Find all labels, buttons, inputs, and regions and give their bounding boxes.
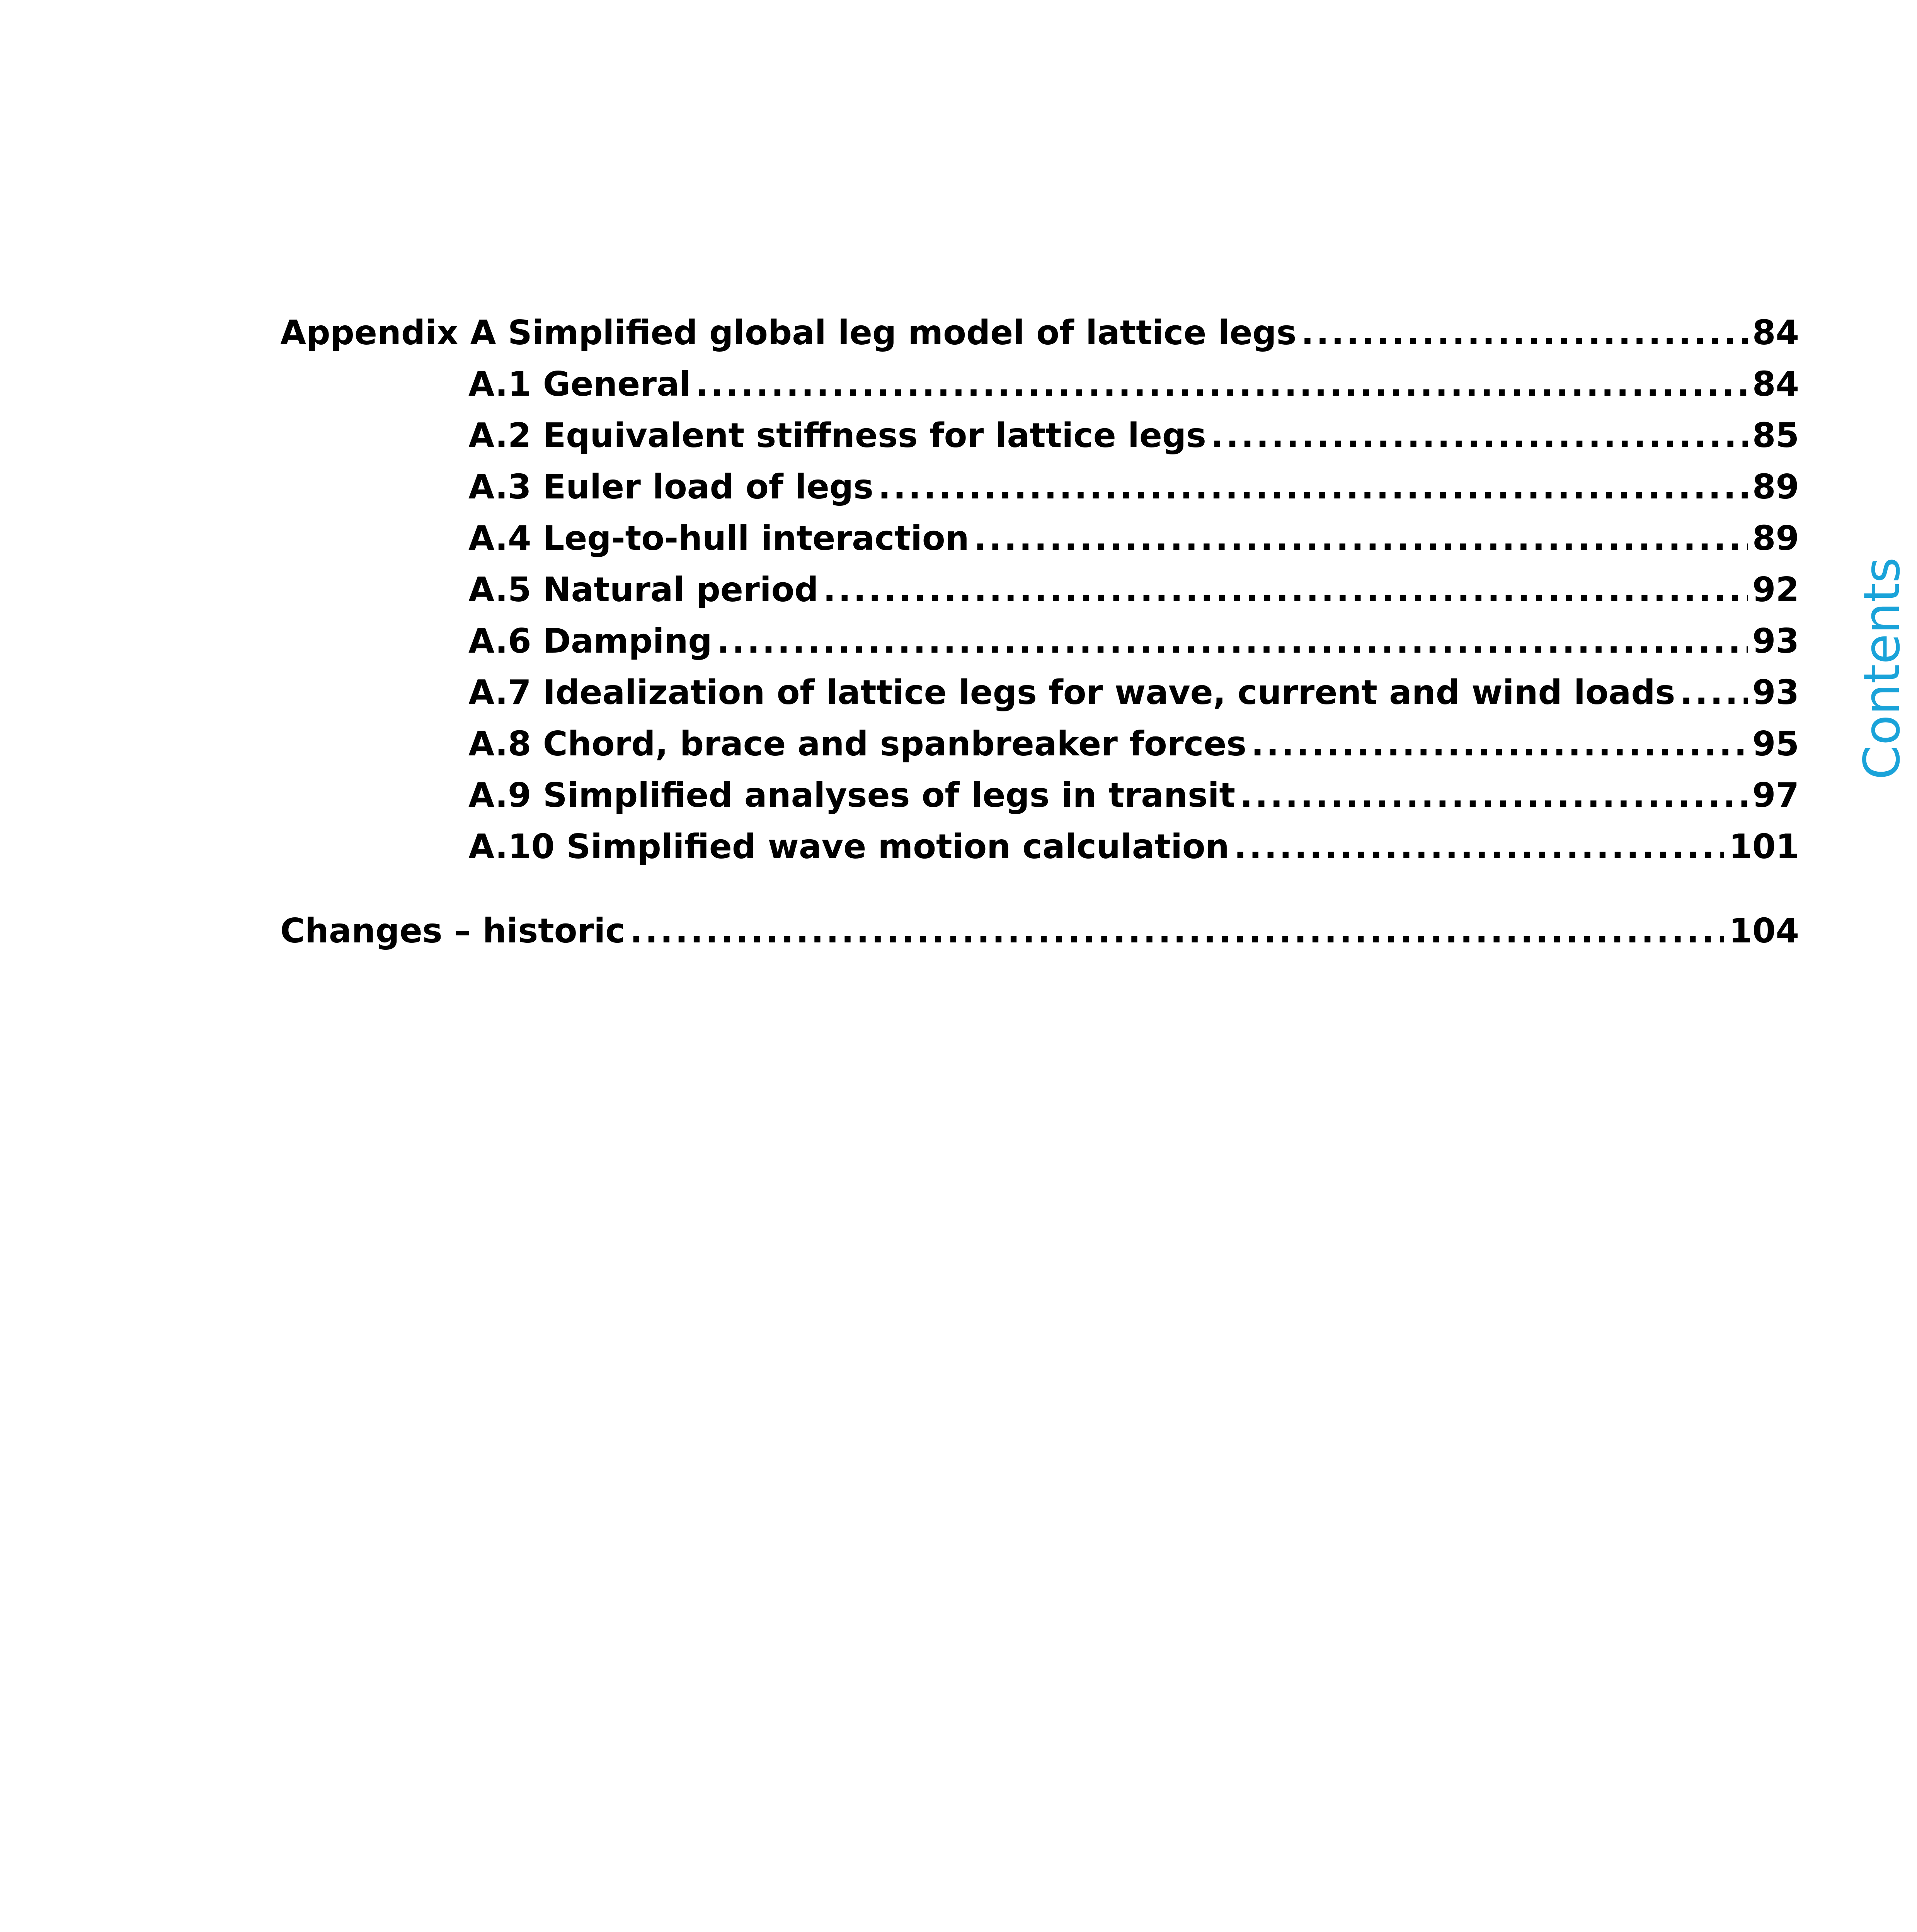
toc-entry-page: 89 xyxy=(1752,467,1799,507)
toc-entry-a8[interactable] xyxy=(280,724,1799,776)
toc-entry-page: 84 xyxy=(1752,313,1799,352)
toc-leader-dots xyxy=(974,519,1748,558)
toc-entry-a9[interactable] xyxy=(280,776,1799,827)
toc-entry-a2[interactable] xyxy=(280,416,1799,467)
toc-entry-title: A.5 Natural period xyxy=(468,570,819,609)
toc-entry-title: Changes – historic xyxy=(280,911,625,951)
toc-entry-page: 85 xyxy=(1752,416,1799,455)
toc-entry-title: A.4 Leg-to-hull interaction xyxy=(468,519,969,558)
toc-leader-dots xyxy=(630,911,1725,951)
toc-entry-title: A.1 General xyxy=(468,364,691,404)
toc-entry-title: A.9 Simplified analyses of legs in transit xyxy=(468,776,1236,815)
toc-entry-page: 84 xyxy=(1752,364,1799,404)
toc-entry-page: 101 xyxy=(1729,827,1799,866)
toc-entry-a6[interactable] xyxy=(280,621,1799,673)
toc-entry-a5[interactable] xyxy=(280,570,1799,621)
toc-entry-page: 95 xyxy=(1752,724,1799,764)
toc-entry-a4[interactable] xyxy=(280,519,1799,570)
contents-tab-label: Contents xyxy=(1853,557,1911,780)
contents-side-tab[interactable] xyxy=(1851,533,1913,804)
toc-entry-page: 97 xyxy=(1752,776,1799,815)
toc-entry-page: 93 xyxy=(1752,673,1799,712)
toc-entry-title: A.8 Chord, brace and spanbreaker forces xyxy=(468,724,1247,764)
toc-entry-changes-historic[interactable] xyxy=(280,911,1799,963)
toc-entry-a3[interactable] xyxy=(280,467,1799,519)
toc-entry-a10[interactable] xyxy=(280,827,1799,878)
toc-leader-dots xyxy=(1240,776,1748,815)
toc-entry-page: 104 xyxy=(1729,911,1799,951)
toc-entry-title: A.10 Simplified wave motion calculation xyxy=(468,827,1229,866)
table-of-contents xyxy=(280,313,1799,963)
toc-leader-dots xyxy=(1251,724,1748,764)
toc-entry-a7[interactable] xyxy=(280,673,1799,724)
toc-leader-dots xyxy=(696,364,1748,404)
toc-leader-dots xyxy=(1211,416,1748,455)
toc-leader-dots xyxy=(717,621,1748,661)
toc-entry-page: 92 xyxy=(1752,570,1799,609)
toc-leader-dots xyxy=(878,467,1748,507)
toc-leader-dots xyxy=(1301,313,1748,352)
toc-entry-title: Appendix A Simplified global leg model of lattice legs xyxy=(280,313,1297,352)
toc-entry-page: 89 xyxy=(1752,519,1799,558)
toc-leader-dots xyxy=(1234,827,1725,866)
toc-entry-title: A.3 Euler load of legs xyxy=(468,467,873,507)
toc-entry-title: A.2 Equivalent stiffness for lattice legs xyxy=(468,416,1206,455)
toc-entry-title: A.7 Idealization of lattice legs for wave, current and wind loads xyxy=(468,673,1675,712)
toc-entry-title: A.6 Damping xyxy=(468,621,712,661)
toc-leader-dots xyxy=(823,570,1748,609)
toc-entry-a1[interactable] xyxy=(280,364,1799,416)
toc-leader-dots xyxy=(1680,673,1748,712)
toc-entry-page: 93 xyxy=(1752,621,1799,661)
toc-entry-appendix-a[interactable] xyxy=(280,313,1799,364)
